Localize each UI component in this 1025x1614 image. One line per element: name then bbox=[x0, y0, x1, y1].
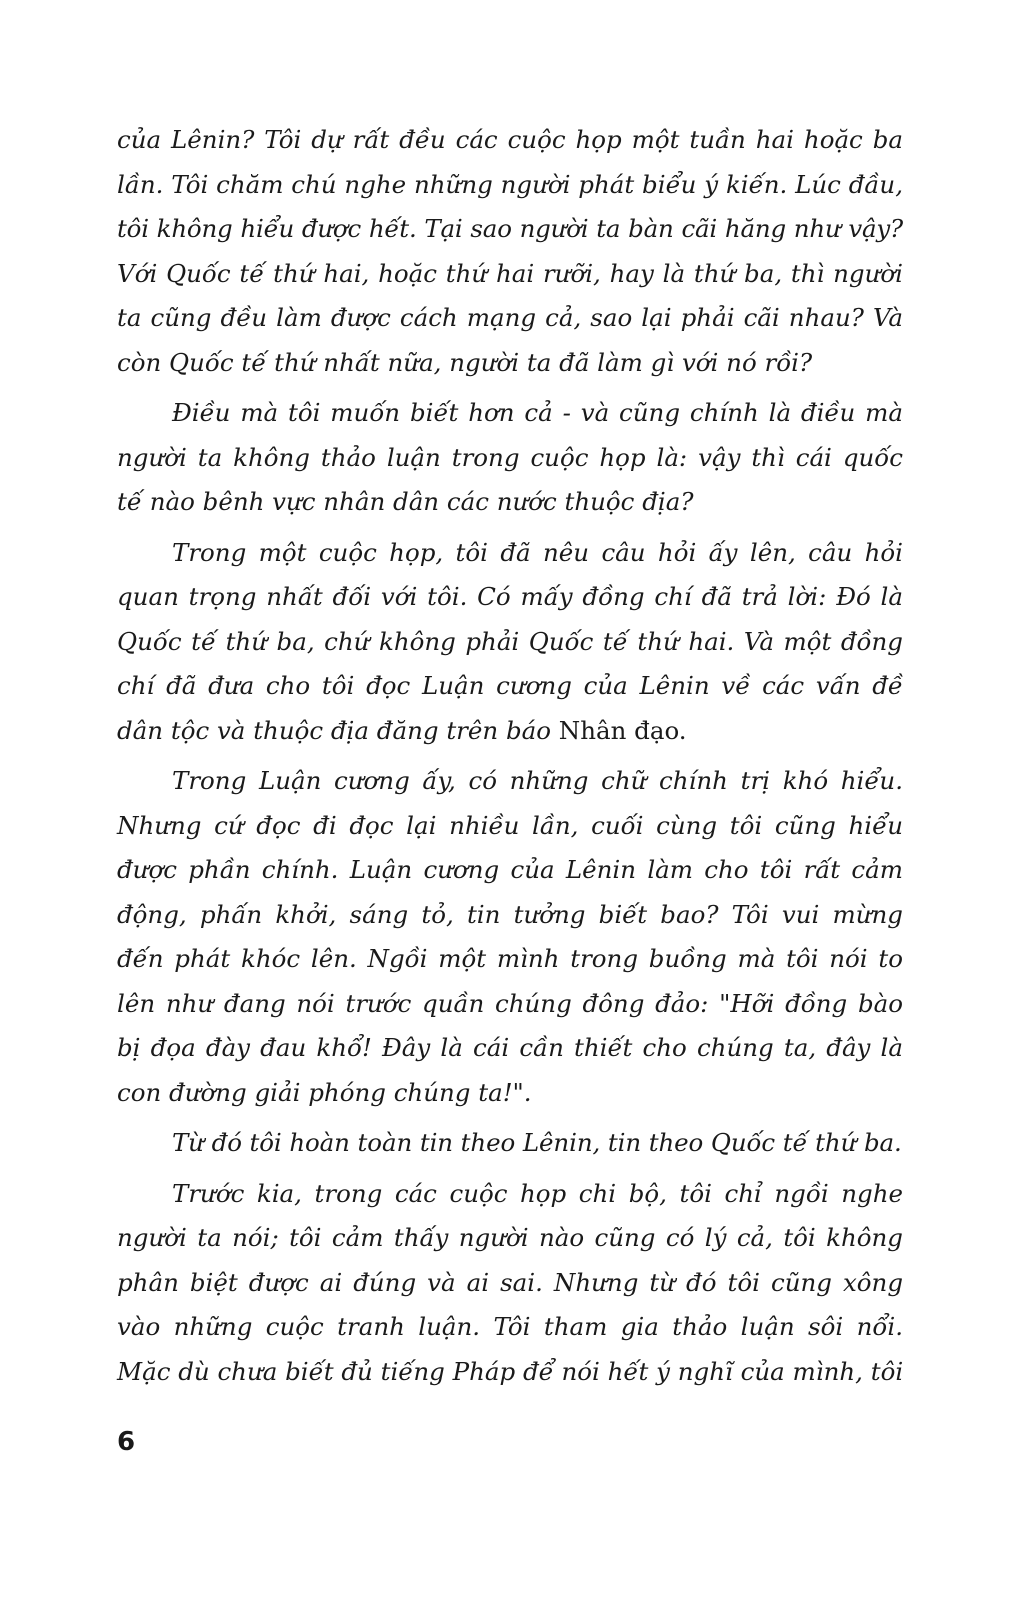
text-line: vào những cuộc tranh luận. Tôi tham gia thảo luận sôi nổi. bbox=[117, 1312, 903, 1341]
text-line: phân biệt được ai đúng và ai sai. Nhưng từ đó tôi cũng xông bbox=[117, 1267, 903, 1297]
text-line: quan trọng nhất đối với tôi. Có mấy đồng chí đã trả lời: Đó là bbox=[117, 582, 903, 611]
text-line: đến phát khóc lên. Ngồi một mình trong buồng mà tôi nói to bbox=[117, 944, 903, 973]
text-line: Trước kia, trong các cuộc họp chi bộ, tôi chỉ ngồi nghe bbox=[172, 1178, 903, 1208]
page-number: 6 bbox=[117, 1427, 136, 1457]
text-line: Mặc dù chưa biết đủ tiếng Pháp để nói hết ý nghĩ của mình, tôi bbox=[117, 1356, 904, 1386]
text-line: con đường giải phóng chúng ta!". bbox=[117, 1077, 532, 1107]
text-line: Trong một cuộc họp, tôi đã nêu câu hỏi ấy lên, câu hỏi bbox=[172, 537, 903, 567]
text-line: Nhưng cứ đọc đi đọc lại nhiều lần, cuối cùng tôi cũng hiểu bbox=[117, 810, 903, 840]
paragraph bbox=[117, 531, 903, 754]
text-line: Điều mà tôi muốn biết hơn cả - và cũng chính là điều mà bbox=[172, 398, 903, 427]
paragraph bbox=[117, 1172, 903, 1395]
text-line: chí đã đưa cho tôi đọc Luận cương của Lênin về các vấn đề bbox=[117, 671, 903, 700]
text-line: động, phấn khởi, sáng tỏ, tin tưởng biết bao? Tôi vui mừng bbox=[117, 899, 903, 929]
text-line: tế nào bênh vực nhân dân các nước thuộc địa? bbox=[117, 487, 694, 516]
paragraph bbox=[117, 1121, 903, 1166]
text-line: của Lênin? Tôi dự rất đều các cuộc họp một tuần hai hoặc ba bbox=[117, 125, 903, 154]
text-line: người ta nói; tôi cảm thấy người nào cũng có lý cả, tôi không bbox=[117, 1223, 903, 1252]
paragraph bbox=[117, 391, 903, 525]
paragraph bbox=[117, 759, 903, 1115]
text-line: Với Quốc tế thứ hai, hoặc thứ hai rưỡi, hay là thứ ba, thì người bbox=[117, 258, 903, 288]
body-text bbox=[117, 118, 903, 1394]
text-line: lên như đang nói trước quần chúng đông đảo: "Hỡi đồng bào bbox=[117, 988, 903, 1018]
text-line: ta cũng đều làm được cách mạng cả, sao lại phải cãi nhau? Và bbox=[117, 303, 903, 332]
text-line: Từ đó tôi hoàn toàn tin theo Lênin, tin theo Quốc tế thứ ba. bbox=[172, 1128, 902, 1157]
text-line: được phần chính. Luận cương của Lênin làm cho tôi rất cảm bbox=[117, 855, 903, 884]
text-line: Trong Luận cương ấy, có những chữ chính trị khó hiểu. bbox=[172, 766, 903, 795]
text-line: lần. Tôi chăm chú nghe những người phát biểu ý kiến. Lúc đầu, bbox=[117, 169, 903, 199]
text-line: Quốc tế thứ ba, chứ không phải Quốc tế thứ hai. Và một đồng bbox=[117, 626, 903, 656]
text-line: tôi không hiểu được hết. Tại sao người ta bàn cãi hăng như vậy? bbox=[117, 214, 903, 243]
paragraph bbox=[117, 118, 903, 385]
newspaper-title: Nhân đạo. bbox=[558, 715, 687, 745]
text-line: còn Quốc tế thứ nhất nữa, người ta đã làm gì với nó rồi? bbox=[117, 347, 813, 377]
text-line bbox=[117, 709, 903, 754]
text-line-segment: dân tộc và thuộc địa đăng trên báo bbox=[117, 715, 551, 745]
text-line: bị đọa đày đau khổ! Đây là cái cần thiết cho chúng ta, đây là bbox=[117, 1033, 903, 1062]
text-line: người ta không thảo luận trong cuộc họp là: vậy thì cái quốc bbox=[117, 442, 903, 472]
